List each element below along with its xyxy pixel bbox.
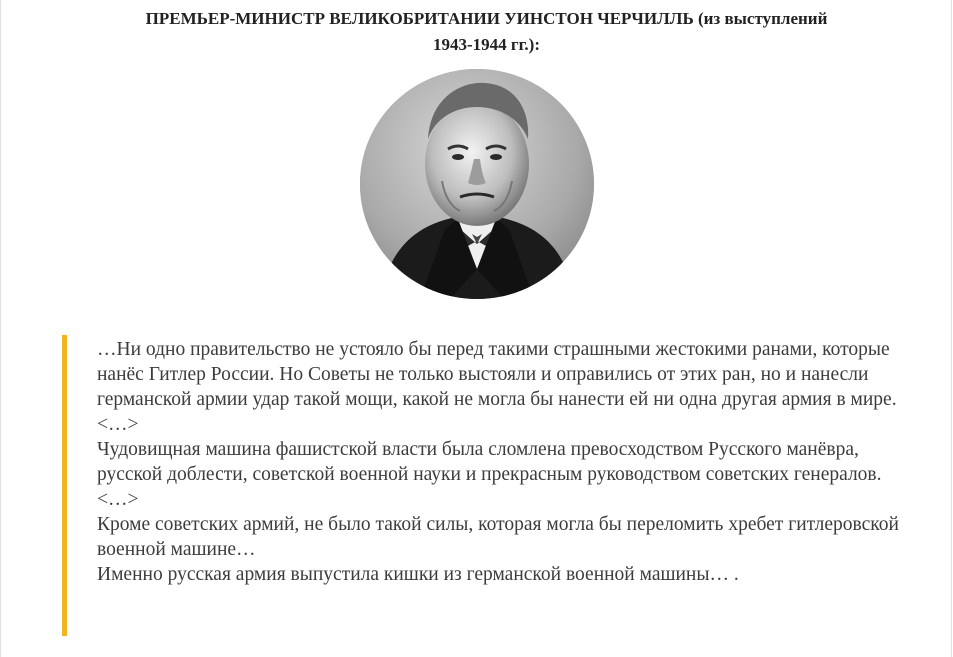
- quote-paragraph-1: …Ни одно правительство не устояло бы перед такими страшными жестокими ранами, которые нанёс Гитлер России. Но Советы не только выстояли и оправились от этих ран, но и нанесли германской армии удар такой мощи, какой не могла бы нанести ей ни одна другая армия в мире.: [97, 339, 897, 410]
- page-border-left: [0, 0, 1, 657]
- page-title-line-1: ПРЕМЬЕР-МИНИСТР ВЕЛИКОБРИТАНИИ УИНСТОН ЧЕРЧИЛЛЬ (из выступлений: [145, 9, 828, 28]
- portrait-illustration: [360, 69, 594, 299]
- quote-ellipsis-2: <…>: [97, 489, 139, 510]
- quote-ellipsis-1: <…>: [97, 414, 139, 435]
- portrait-photo: [360, 69, 594, 299]
- quote-accent-bar: [62, 335, 67, 636]
- quote-paragraph-3: Кроме советских армий, не было такой силы, которая могла бы переломить хребет гитлеровской военной машине…: [97, 514, 899, 560]
- page-border-right: [951, 0, 952, 657]
- quote-block: [97, 337, 917, 587]
- quote-paragraph-4: Именно русская армия выпустила кишки из германской военной машины… .: [97, 564, 739, 585]
- quote-paragraph-2: Чудовищная машина фашистской власти была сломлена превосходством Русского манёвра, русской доблести, советской военной науки и прекрасным руководством советских генералов.: [97, 439, 882, 485]
- page-title: [40, 6, 933, 58]
- page-title-line-2: 1943-1944 гг.):: [432, 35, 540, 54]
